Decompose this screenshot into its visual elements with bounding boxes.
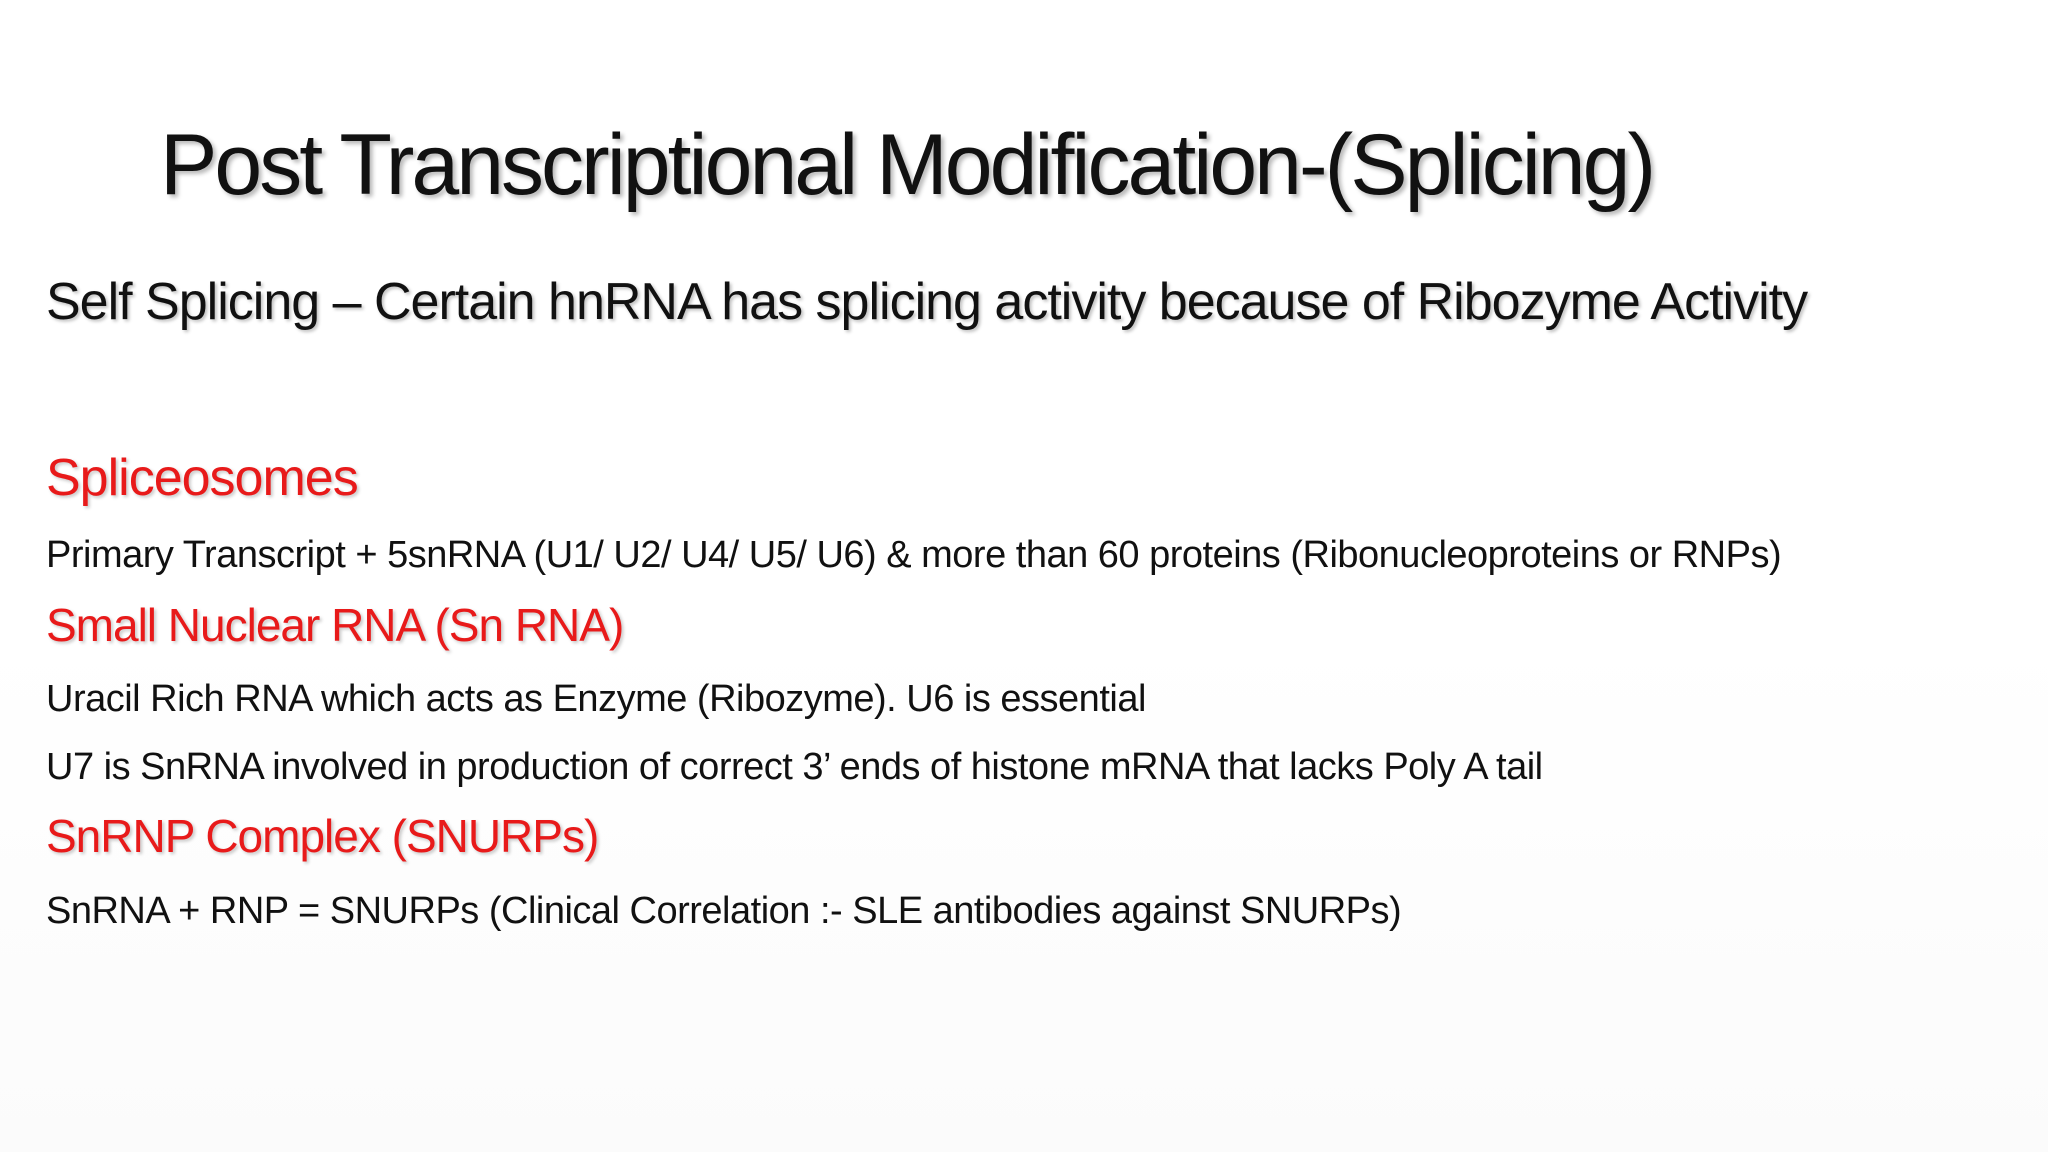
- section-heading-snrnp-complex: SnRNP Complex (SNURPs): [46, 810, 599, 862]
- section-heading-snrna: Small Nuclear RNA (Sn RNA): [46, 599, 624, 651]
- section-heading-spliceosomes: Spliceosomes: [46, 449, 358, 507]
- slide-title: Post Transcriptional Modification-(Splicing): [160, 117, 1654, 213]
- spliceosomes-text: Primary Transcript + 5snRNA (U1/ U2/ U4/ U5/ U6) & more than 60 proteins (Ribonucleoproteins or RNPs): [46, 534, 1782, 576]
- snrna-text-2: U7 is SnRNA involved in production of correct 3’ ends of histone mRNA that lacks Poly A tail: [46, 746, 1543, 788]
- slide-subtitle: Self Splicing – Certain hnRNA has splicing activity because of Ribozyme Activity: [46, 273, 1808, 331]
- snrnp-complex-text: SnRNA + RNP = SNURPs (Clinical Correlation :- SLE antibodies against SNURPs): [46, 890, 1402, 932]
- snrna-text-1: Uracil Rich RNA which acts as Enzyme (Ribozyme). U6 is essential: [46, 678, 1146, 720]
